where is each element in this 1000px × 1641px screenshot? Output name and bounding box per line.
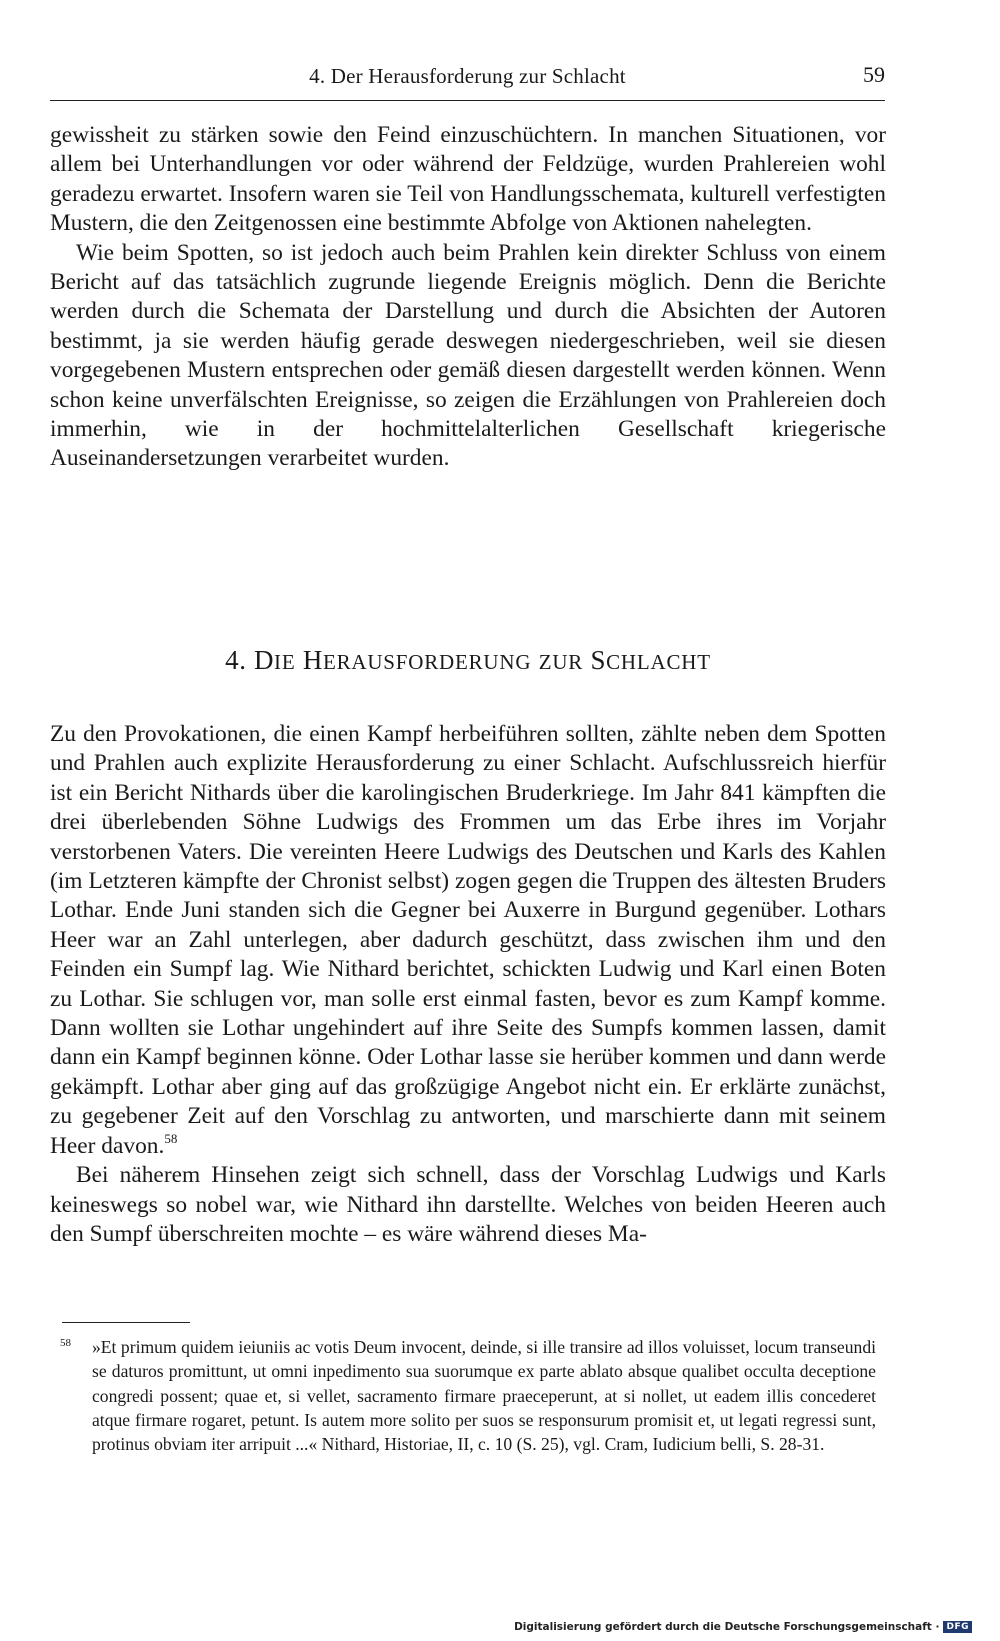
dfg-logo: DFG	[943, 1621, 972, 1633]
credit-text: Digitalisierung gefördert durch die Deutsche Forschungsgemeinschaft ·	[514, 1621, 940, 1633]
digitization-credit	[514, 1621, 972, 1633]
footnote	[60, 1335, 876, 1456]
body-text-after-heading	[50, 720, 886, 1249]
paragraph: Wie beim Spotten, so ist jedoch auch beim Prahlen kein direkter Schluss von einem Bericht auf das tatsächlich zugrunde liegende Ereignis möglich. Denn die Berichte werden durch die Schemata der Darstellung und durch die Absichten der Autoren bestimmt, ja sie werden häufig gerade deswegen niedergeschrieben, weil sie diesen vorgegebenen Mustern entsprechen oder gemäß diesen dargestellt werden können. Wenn schon keine unverfälschten Ereignisse, so zeigen die Erzählungen von Prahlereien doch immerhin, wie in der hochmittelalterlichen Gesellschaft kriegerische Auseinandersetzungen verarbeitet wurden.	[50, 239, 886, 472]
heading-word: HERAUSFORDERUNG	[302, 645, 532, 675]
section-heading	[50, 645, 886, 676]
paragraph: Bei näherem Hinsehen zeigt sich schnell, dass der Vorschlag Ludwigs und Karls keineswegs so nobel war, wie Nithard ihn darstellte. Welches von beiden Heeren auch den Sumpf überschreiten mochte – es wäre während dieses Ma-	[50, 1162, 886, 1247]
running-head-title: 4. Der Herausforderung zur Schlacht	[309, 64, 626, 88]
footnote-reference[interactable]: 58	[164, 1130, 178, 1146]
heading-word: ZUR	[538, 650, 584, 674]
heading-word: DIE	[253, 645, 296, 675]
body-text-before-heading	[50, 121, 886, 474]
footnote-divider	[62, 1322, 190, 1323]
paragraph: Zu den Provokationen, die einen Kampf herbeiführen sollten, zählte neben dem Spotten und Prahlen auch explizite Herausforderung zu einer Schlacht. Aufschlussreich hierfür ist ein Bericht Nithards über die karolingischen Bruderkriege. Im Jahr 841 kämpften die drei überlebenden Söhne Ludwigs des Frommen um das Erbe ihres im Vorjahr verstorbenen Vaters. Die vereinten Heere Ludwigs des Deutschen und Karls des Kahlen (im Letzteren kämpfte der Chronist selbst) zogen gegen die Truppen des ältesten Bruders Lothar. Ende Juni standen sich die Gegner bei Auxerre in Burgund gegenüber. Lothars Heer war an Zahl unterlegen, aber dadurch geschützt, dass zwischen ihm und den Feinden ein Sumpf lag. Wie Nithard berichtet, schickten Ludwig und Karl einen Boten zu Lothar. Sie schlugen vor, man solle erst einmal fasten, bevor es zum Kampf komme. Dann wollten sie Lothar ungehindert auf ihre Seite des Sumpfs kommen lassen, damit dann ein Kampf beginnen könne. Oder Lothar lasse sie herüber kommen und dann werde gekämpft. Lothar aber ging auf das großzügige Angebot nicht ein. Er erklärte zunächst, zu gegebener Zeit auf den Vorschlag zu antworten, und marschierte dann mit seinem Heer davon.$^{58}$	[50, 721, 886, 1159]
paragraph: gewissheit zu stärken sowie den Feind einzuschüchtern. In manchen Situationen, vor allem bei Unterhandlungen vor oder während der Feldzüge, wurden Prahlereien wohl geradezu erwartet. Insofern waren sie Teil von Handlungsschemata, kulturell verfestigten Mustern, die den Zeitgenossen eine bestimmte Abfolge von Aktionen nahelegten.	[50, 122, 886, 237]
heading-word: SCHLACHT	[590, 645, 711, 675]
running-head	[50, 60, 885, 101]
footnote-text: »Et primum quidem ieiuniis ac votis Deum invocent, deinde, si ille transire ad illos voluisset, locum transeundi se daturos promittunt, ut omni inpedimento sua suorumque ex parte ablato absque qualibet occulta deceptione congredi possent; quae et, si vellet, sacramento firmare praeceperunt, at si nollet, ut eadem illis concederet atque firmare rogaret, petunt. Is autem more solito per suos se responsurum promisit et, ut legati regressi sunt, protinus obviam iter arripuit ...« Nithard, Historiae, II, c. 10 (S. 25), vgl. Cram, Iudicium belli, S. 28-31.	[92, 1337, 876, 1455]
heading-number: 4.	[225, 645, 247, 675]
footnote-number: 58	[60, 1337, 71, 1349]
page-number: 59	[863, 62, 885, 87]
